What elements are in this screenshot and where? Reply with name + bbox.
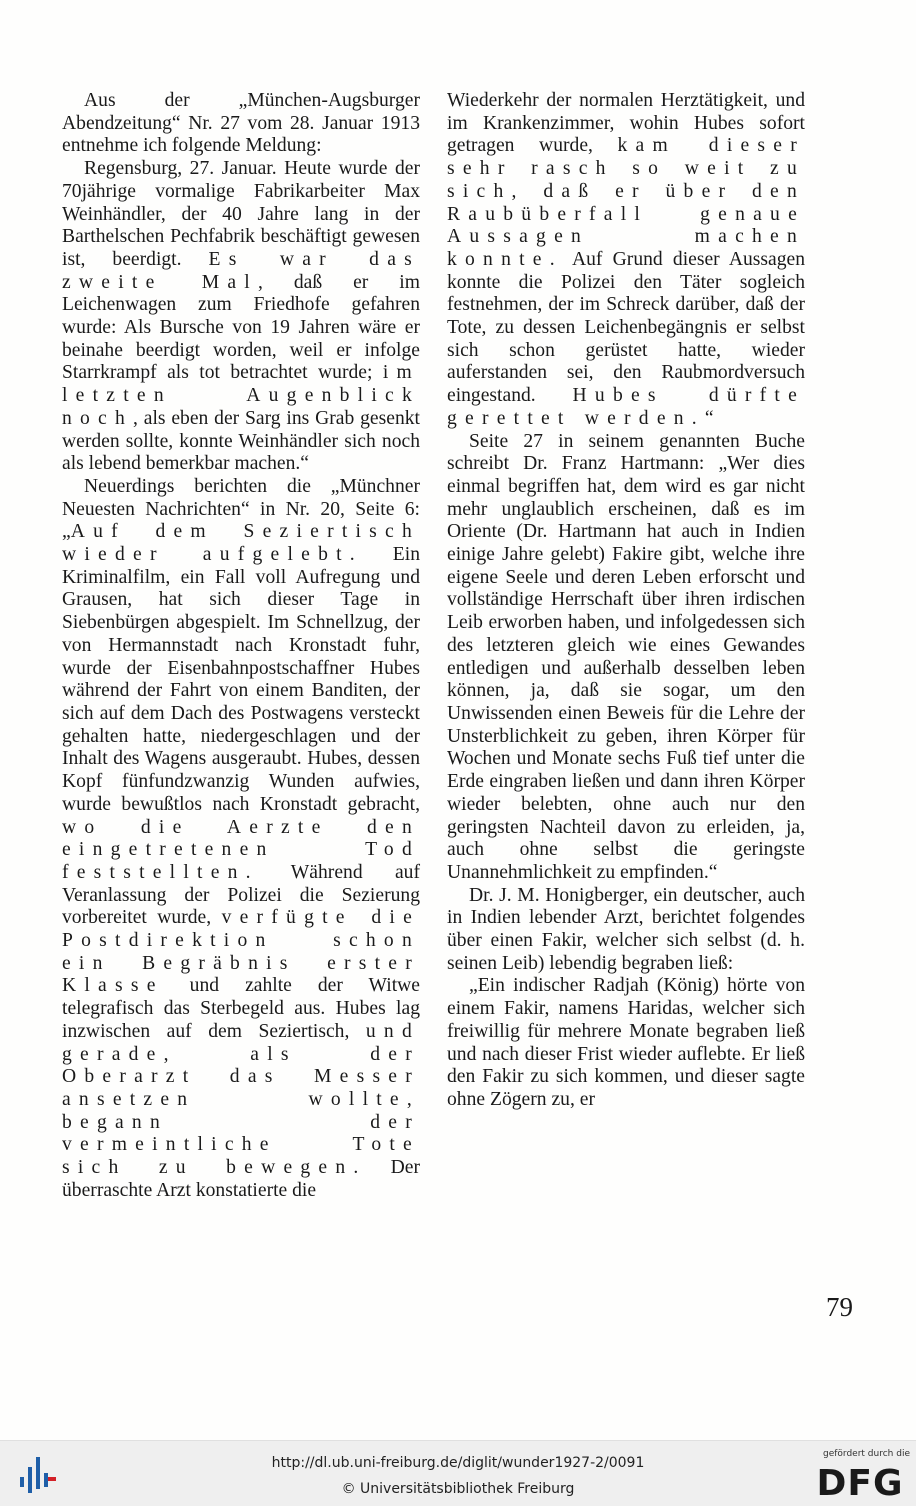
spaced-emphasis-text: Hubes dürfte gerettet werden. — [447, 385, 805, 429]
left-column — [62, 90, 420, 1202]
dfg-logo-text: DFG — [816, 1463, 904, 1500]
text-run: , als eben der Sarg ins Grab gesenkt werden sollte, konnte Weinhändler sich noch als lebend bemerkbar machen.“ — [62, 407, 420, 475]
text-run: und zahlte der Witwe telegrafisch das Sterbegeld aus. Hubes lag inzwischen auf dem Seziertisch, — [62, 975, 420, 1042]
text-run: Auf Grund dieser Aussagen konnte die Polizei den Täter sogleich festnehmen, der im Schreck darüber, daß der Tote, zu dessen Leichenbegängnis er selbst sich schon gerüstet hatte, wieder auferstanden sei, den Raubmordversuch eingestand. — [447, 248, 805, 407]
text-run: Aus der „München-Augsburger Abendzeitung“ Nr. 27 vom 28. Januar 1913 entnehme ich folgende Meldung: — [62, 90, 420, 157]
text-run: Der überraschte Arzt konstatierte die — [62, 1157, 420, 1201]
dfg-funding-note: gefördert durch die — [823, 1449, 910, 1459]
text-run: , daß er im Leichenwagen zum Friedhofe gefahren wurde: Als Bursche von 19 Jahren wäre er beinahe beerdigt worden, weil er infolge Starrkrampf als tot betrachtet wurde; — [62, 271, 420, 384]
paragraph — [62, 90, 420, 158]
viewer-footer — [0, 1440, 916, 1506]
spaced-emphasis-text: Es war das zweite Mal — [62, 248, 420, 293]
paragraph — [447, 431, 805, 885]
paragraph — [62, 158, 420, 476]
paragraph — [447, 90, 805, 431]
dfg-logo-icon — [812, 1462, 908, 1500]
spaced-emphasis-text: im letzten Augenblick noch — [62, 362, 420, 429]
spaced-emphasis-text: Auf dem Seziertisch wieder aufgelebt. — [62, 521, 420, 566]
text-run: Ein Kriminalfilm, ein Fall voll Aufregung und Grausen, hat sich dieser Tage in Siebenbürgen abgespielt. Im Schnellzug, der von Hermannstadt nach Kronstadt fuhr, wurde der Eisenbahnpostschaffner Hubes während der Fahrt von einem Banditen, der sich auf dem Dach des Postwagens versteckt gehalten hatte, niedergeschlagen und der Inhalt des Wagens ausgeraubt. Hubes, dessen Kopf fünfundzwanzig Wunden aufwies, wurde bewußtlos nach Kronstadt gebracht, — [62, 544, 420, 815]
text-run: Seite 27 in seinem genannten Buche schreibt Dr. Franz Hartmann: „Wer dies einmal begriffen hat, dem wird es gar nicht mehr unglaublich erscheinen, daß es im Oriente (Dr. Hartmann hat auch in Indien einige Jahre gelebt) Fakire gibt, welche ihre eigene Seele und deren Leben erforscht und vollständige Herrschaft über ihren irdischen Leib erworben haben, und infolgedessen sich des letzteren gleich wie eines Gewandes entledigen und außerhalb desselben leben können, ja, daß sie sogar, um den Unwissenden einen Beweis für die Lehre der Unsterblichkeit zu geben, ihren Körper für Wochen und Monate sechs Fuß tief unter die Erde eingraben ließen und dann ihren Körper wieder belebten, ohne auch nur den geringsten Nachteil davon zu erleiden, ja, auch ohne selbst die geringste Unannehmlichkeit zu empfinden.“ — [447, 430, 805, 883]
paragraph — [62, 476, 420, 1203]
text-run: Neuerdings berichten die „Münchner Neuesten Nachrichten“ in Nr. 20, Seite 6: „ — [62, 475, 420, 543]
right-column — [447, 90, 805, 1112]
spaced-emphasis-text: kam dieser sehr rasch so weit zu sich, daß er über den Raubüberfall genaue Aussagen machen konnte. — [447, 135, 805, 270]
permalink-url[interactable]: http://dl.ub.uni-freiburg.de/diglit/wunder1927-2/0091 — [271, 1455, 645, 1471]
text-run: „Ein indischer Radjah (König) hörte von einem Fakir, namens Haridas, welcher sich freiwillig für mehrere Monate begraben ließ und nach dieser Frist wieder auflebte. Er ließ den Fakir zu sich kommen, und dieser sagte ohne Zögern zu, er — [447, 975, 805, 1110]
paragraph — [447, 885, 805, 976]
text-run: Während auf Veranlassung der Polizei die Sezierung vorbereitet wurde, — [62, 861, 420, 929]
spaced-emphasis-text: verfügte die Postdirektion schon ein Begräbnis erster Klasse — [62, 907, 420, 997]
page-number: 79 — [826, 1292, 853, 1322]
text-run: Regensburg, 27. Januar. Heute wurde der 70jährige vormalige Fabrikarbeiter Max Weinhändler, der 40 Jahre lang in der Barthelschen Pechfabrik beschäftigt gewesen ist, beerdigt. — [62, 158, 420, 270]
paragraph — [447, 975, 805, 1111]
spaced-emphasis-text: und gerade, als der Oberarzt das Messer ansetzen wollte, begann der vermeintliche Tote sich zu bewegen. — [62, 1020, 420, 1179]
text-run: Wiederkehr der normalen Herztätigkeit, und im Krankenzimmer, wohin Hubes sofort getragen wurde, — [447, 90, 805, 157]
spaced-emphasis-text: wo die Aerzte den eingetretenen Tod feststellten. — [62, 816, 420, 883]
copyright-notice: © Universitätsbibliothek Freiburg — [341, 1481, 575, 1497]
text-run: “ — [704, 407, 714, 429]
text-run: Dr. J. M. Honigberger, ein deutscher, auch in Indien lebender Arzt, berichtet folgendes über einen Fakir, welcher sich selbst (d. h. seinen Leib) lebendig begraben ließ: — [447, 884, 805, 974]
